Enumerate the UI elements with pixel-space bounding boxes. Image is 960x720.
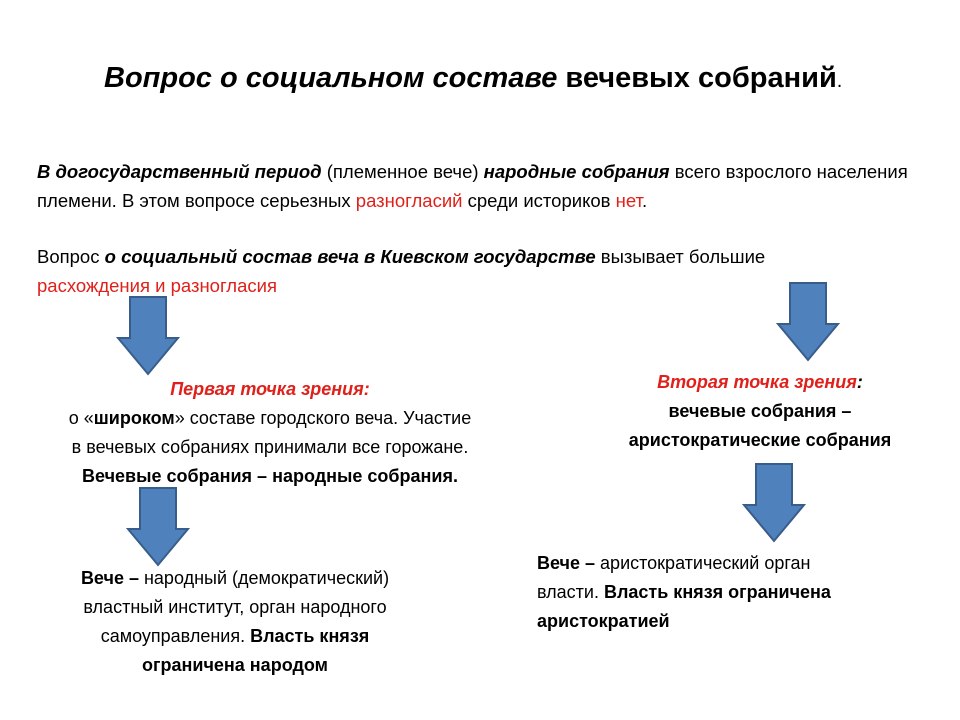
first-conclusion-line bbox=[30, 622, 440, 651]
intro-text: всего взрослого населения племени. В этом вопросе серьезных bbox=[37, 161, 908, 211]
second-viewpoint-line: вечевые собрания – bbox=[668, 401, 852, 421]
first-conclusion-prince-power: Власть князя bbox=[250, 626, 370, 646]
intro-disagreements: разногласий bbox=[355, 190, 463, 211]
intro-paragraph-1 bbox=[37, 157, 937, 215]
second-viewpoint-heading: Вторая точка зрения bbox=[657, 372, 857, 392]
first-conclusion-line: ограничена народом bbox=[142, 655, 328, 675]
first-viewpoint-heading: Первая точка зрения: bbox=[170, 379, 370, 399]
first-conclusion bbox=[30, 564, 440, 680]
second-conclusion bbox=[537, 549, 917, 636]
first-conclusion-veche: Вече – bbox=[80, 568, 139, 588]
second-conclusion-veche: Вече – bbox=[537, 553, 596, 573]
intro-text: среди историков bbox=[462, 190, 616, 211]
down-arrow-icon bbox=[126, 487, 190, 567]
intro-divergences: расхождения и разногласия bbox=[37, 275, 277, 296]
first-conclusion-line bbox=[30, 564, 440, 593]
intro-people-assemblies: народные собрания bbox=[483, 161, 670, 182]
second-conclusion-line bbox=[537, 578, 917, 607]
first-viewpoint-wide: широком bbox=[93, 408, 175, 428]
intro-no: нет bbox=[615, 190, 642, 211]
down-arrow-icon bbox=[742, 463, 806, 543]
first-viewpoint bbox=[20, 375, 520, 491]
intro-prestate-period: В догосударственный период bbox=[37, 161, 322, 182]
second-conclusion-line: аристократией bbox=[537, 611, 670, 631]
first-conclusion-text: самоуправления. bbox=[100, 626, 251, 646]
second-viewpoint-line: аристократические собрания bbox=[628, 430, 892, 450]
first-viewpoint-text: » составе городского веча. Участие bbox=[174, 408, 472, 428]
second-conclusion-text: аристократический орган bbox=[595, 553, 811, 573]
first-viewpoint-line: в вечевых собраниях принимали все горожане. bbox=[71, 437, 469, 457]
second-viewpoint-heading-line bbox=[570, 368, 950, 397]
first-viewpoint-text: о « bbox=[68, 408, 94, 428]
page-title bbox=[104, 62, 944, 95]
intro-kiev-question: о социальный состав веча в Киевском государстве bbox=[104, 246, 596, 267]
intro-text: Вопрос bbox=[37, 246, 105, 267]
title-regular-part: вечевых собраний bbox=[557, 62, 837, 94]
down-arrow-icon bbox=[116, 296, 180, 376]
first-viewpoint-line bbox=[20, 404, 520, 433]
title-italic-part: Вопрос о социальном составе bbox=[104, 62, 558, 94]
second-conclusion-prince-power: Власть князя ограничена bbox=[603, 582, 831, 602]
first-conclusion-line: властный институт, орган народного bbox=[83, 597, 387, 617]
first-conclusion-text: народный (демократический) bbox=[138, 568, 390, 588]
intro-text: . bbox=[641, 190, 648, 211]
second-viewpoint bbox=[570, 368, 950, 455]
intro-text: (племенное вече) bbox=[321, 161, 484, 182]
second-viewpoint-colon: : bbox=[856, 372, 863, 392]
intro-text: вызывает большие bbox=[595, 246, 766, 267]
down-arrow-icon bbox=[776, 282, 840, 362]
second-conclusion-line bbox=[537, 549, 917, 578]
title-dot: . bbox=[836, 70, 843, 92]
second-conclusion-text: власти. bbox=[537, 582, 604, 602]
first-viewpoint-summary: Вечевые собрания – народные собрания. bbox=[82, 466, 458, 486]
